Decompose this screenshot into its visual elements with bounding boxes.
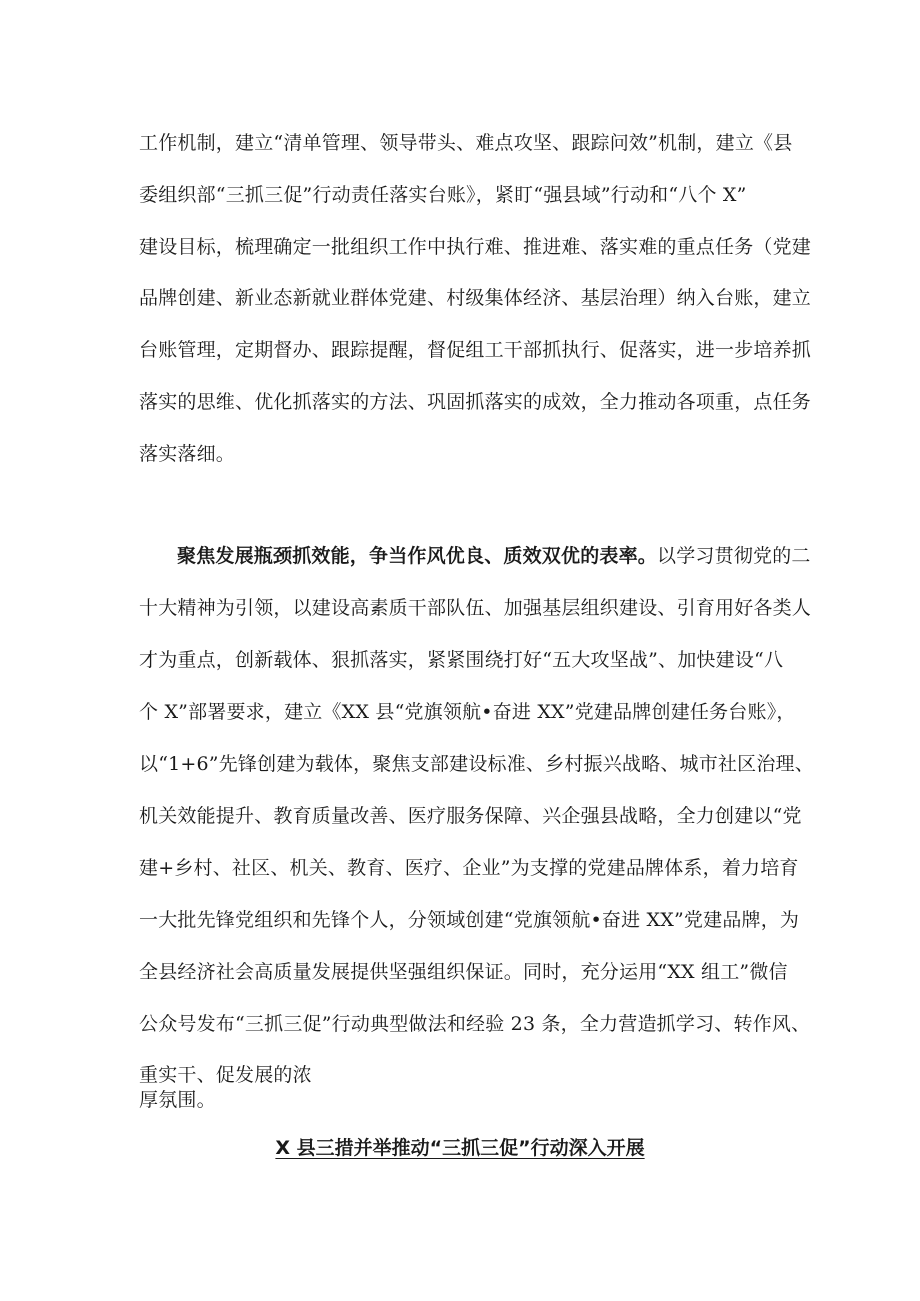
paragraph-2-line: 全县经济社会高质量发展提供坚强组织保证。同时，充分运用“XX 组工”微信 [139, 961, 788, 983]
paragraph-2-line: 公众号发布“三抓三促”行动典型做法和经验 23 条，全力营造抓学习、转作风、 [139, 1013, 811, 1035]
paragraph-2-line: 重实干、促发展的浓 [139, 1064, 312, 1086]
paragraph-1-line: 工作机制，建立“清单管理、领导带头、难点攻坚、跟踪问效”机制，建立《县 [139, 132, 793, 154]
paragraph-2-line: 一大批先锋党组织和先锋个人，分领域创建“党旗领航•奋进 XX”党建品牌，为 [139, 909, 800, 931]
paragraph-1-line: 台账管理，定期督办、跟踪提醒，督促组工干部抓执行、促落实，进一步培养抓 [139, 339, 812, 361]
paragraph-2-line: 厚氛围。 [139, 1089, 216, 1111]
paragraph-1-line: 落实的思维、优化抓落实的方法、巩固抓落实的成效，全力推动各项重，点任务 [139, 391, 812, 413]
paragraph-2-line: 以“1+6”先锋创建为载体，聚焦支部建设标准、乡村振兴战略、城市社区治理、 [139, 753, 814, 775]
paragraph-2-first-line-text: 以学习贯彻党的二 [657, 545, 811, 567]
paragraph-2-line: 十大精神为引领，以建设高素质干部队伍、加强基层组织建设、引育用好各类人 [139, 597, 812, 619]
section-title [0, 1136, 920, 1160]
paragraph-2-first-line [177, 544, 811, 568]
paragraph-1-line: 委组织部“三抓三促”行动责任落实台账》，紧盯“强县域”行动和“八个 X” [139, 184, 747, 206]
paragraph-2-line: 建+乡村、社区、机关、教育、医疗、企业”为支撑的党建品牌体系，着力培育 [139, 857, 799, 879]
paragraph-1-line: 建设目标，梳理确定一批组织工作中执行难、推进难、落实难的重点任务（党建 [139, 236, 812, 258]
paragraph-1-line: 品牌创建、新业态新就业群体党建、村级集体经济、基层治理）纳入台账，建立 [139, 287, 812, 309]
paragraph-2-line: 机关效能提升、教育质量改善、医疗服务保障、兴企强县战略，全力创建以“党 [139, 805, 802, 827]
paragraph-1-line: 落实落细。 [139, 443, 236, 465]
paragraph-2-heading: 聚焦发展瓶颈抓效能，争当作风优良、质效双优的表率。 [177, 545, 658, 567]
section-title-text: X 县三措并举推动“三抓三促”行动深入开展 [275, 1137, 645, 1159]
paragraph-2-line: 个 X”部署要求，建立《XX 县“党旗领航•奋进 XX”党建品牌创建任务台账》， [139, 701, 796, 723]
paragraph-2-line: 才为重点，创新载体、狠抓落实，紧紧围绕打好“五大攻坚战”、加快建设“八 [139, 649, 784, 671]
